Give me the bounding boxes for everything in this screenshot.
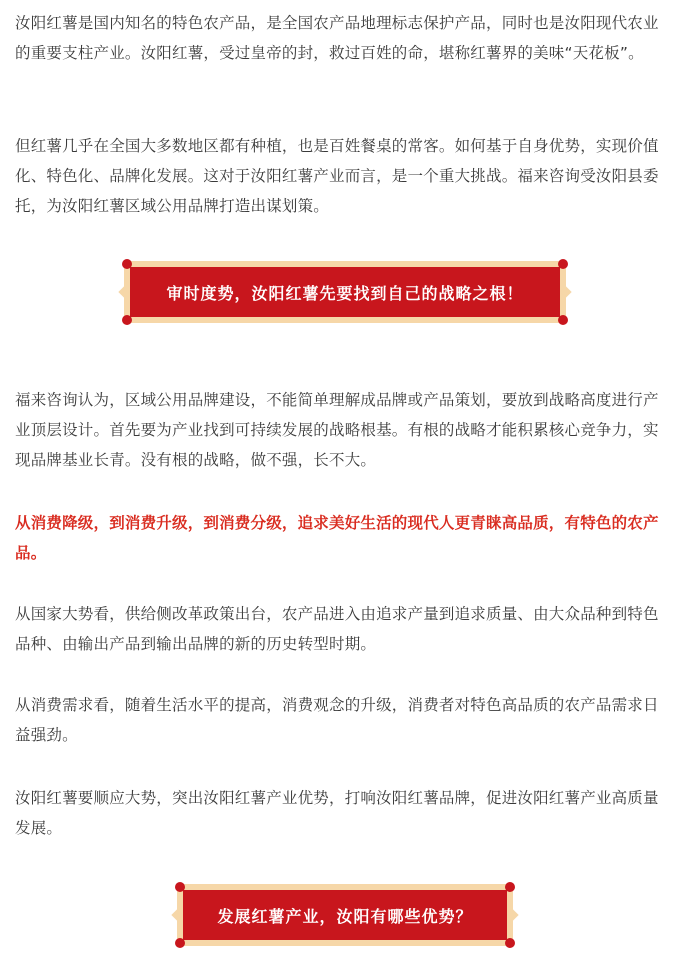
section-banner-advantages <box>177 884 513 946</box>
banner-corner-ornament <box>122 315 132 325</box>
banner-title: 审时度势，汝阳红薯先要找到自己的战略之根！ <box>166 283 524 303</box>
paragraph-consulting-view: 福来咨询认为，区域公用品牌建设，不能简单理解成品牌或产品策划，要放到战略高度进行产业顶层设计。首先要为产业找到可持续发展的战略根基。有根的战略才能积累核心竞争力，实现品牌基业长青。没有根的战略，做不强，长不大。 <box>15 391 659 469</box>
paragraph-highlight: 从消费降级，到消费升级，到消费分级，追求美好生活的现代人更青睐高品质，有特色的农产品。 <box>15 514 659 562</box>
banner-corner-ornament <box>122 259 132 269</box>
banner-corner-ornament <box>505 882 515 892</box>
paragraph-intro: 汝阳红薯是国内知名的特色农产品，是全国农产品地理标志保护产品，同时也是汝阳现代农业的重要支柱产业。汝阳红薯，受过皇帝的封，救过百姓的命，堪称红薯界的美味“天花板”。 <box>15 14 659 62</box>
banner-corner-ornament <box>175 882 185 892</box>
banner-corner-ornament <box>558 259 568 269</box>
banner-corner-ornament <box>558 315 568 325</box>
paragraph-challenge: 但红薯几乎在全国大多数地区都有种植，也是百姓餐桌的常客。如何基于自身优势，实现价值化、特色化、品牌化发展。这对于汝阳红薯产业而言，是一个重大挑战。福来咨询受汝阳县委托，为汝阳红薯区域公用品牌打造出谋划策。 <box>15 137 659 215</box>
paragraph-national-trend: 从国家大势看，供给侧改革政策出台，农产品进入由追求产量到追求质量、由大众品种到特色品种、由输出产品到输出品牌的新的历史转型时期。 <box>15 605 659 653</box>
banner-corner-ornament <box>175 938 185 948</box>
paragraph-consumer-demand: 从消费需求看，随着生活水平的提高，消费观念的升级，消费者对特色高品质的农产品需求日益强劲。 <box>15 696 659 744</box>
banner-corner-ornament <box>505 938 515 948</box>
paragraph-development: 汝阳红薯要顺应大势，突出汝阳红薯产业优势，打响汝阳红薯品牌，促进汝阳红薯产业高质量发展。 <box>15 789 659 837</box>
section-banner-strategy-root <box>124 261 566 323</box>
banner-title: 发展红薯产业，汝阳有哪些优势？ <box>217 906 473 926</box>
